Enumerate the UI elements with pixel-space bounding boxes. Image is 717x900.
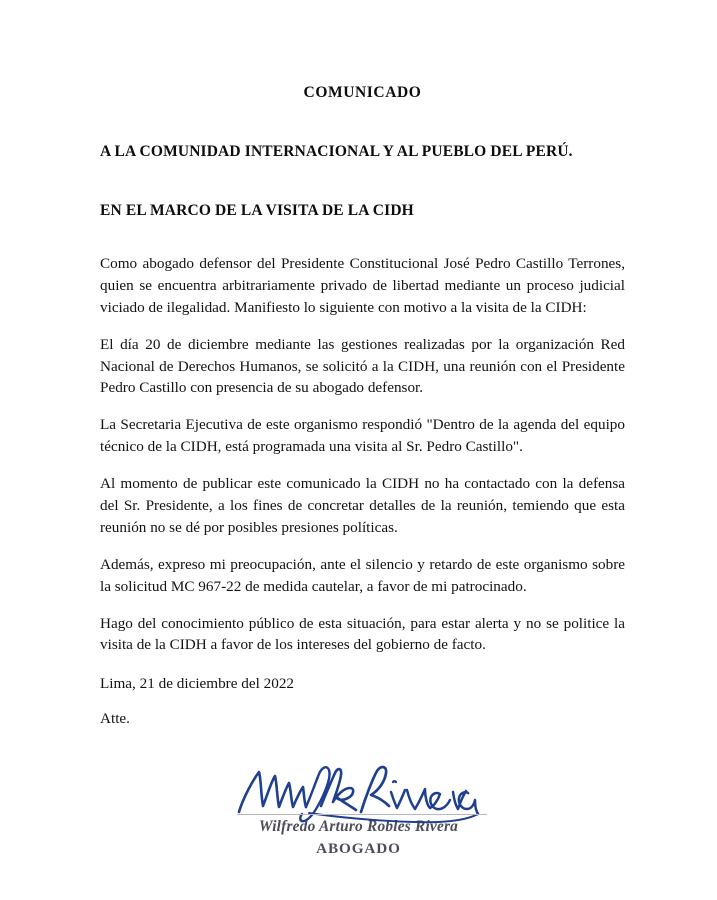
- closing-line: Atte.: [100, 710, 130, 728]
- paragraph: Además, expreso mi preocupación, ante el silencio y retardo de este organismo sobre la solicitud MC 967-22 de medida cautelar, a favor de mi patrocinado.: [100, 555, 625, 595]
- subject-heading: EN EL MARCO DE LA VISITA DE LA CIDH: [100, 202, 414, 219]
- paragraph: El día 20 de diciembre mediante las gestiones realizadas por la organización Red Nacional de Derechos Humanos, se solicitó a la CIDH, una reunión con el Presidente Pedro Castillo con presencia de su abogado defensor.: [100, 335, 625, 397]
- document-body: [100, 0, 625, 743]
- signature-rule: [237, 814, 487, 815]
- paragraph: Al momento de publicar este comunicado la CIDH no ha contactado con la defensa del Sr. Presidente, a los fines de concretar detalles de la reunión, temiendo que esta reunión no se dé por posibles presiones políticas.: [100, 475, 625, 536]
- paragraph: Como abogado defensor del Presidente Constitucional José Pedro Castillo Terrones, quien se encuentra arbitrariamente privado de libertad mediante un proceso judicial viciado de ilegalidad. Manifiesto lo siguiente con motivo a la visita de la CIDH:: [100, 255, 625, 316]
- page-title: COMUNICADO: [303, 84, 422, 101]
- place-and-date: Lima, 21 de diciembre del 2022: [100, 675, 295, 693]
- signer-name: Wilfredo Arturo Robles Rivera: [258, 818, 459, 835]
- signature-block: [0, 762, 717, 858]
- signature-wrapper: [209, 762, 509, 857]
- signer-role: ABOGADO: [316, 840, 401, 857]
- addressee-heading: A LA COMUNIDAD INTERNACIONAL Y AL PUEBLO DEL PERÚ.: [100, 143, 573, 160]
- paragraph: La Secretaria Ejecutiva de este organismo respondió "Dentro de la agenda del equipo técnico de la CIDH, está programada una visita al Sr. Pedro Castillo".: [100, 416, 625, 456]
- body-paragraphs: [100, 220, 625, 730]
- paragraph: Hago del conocimiento público de esta situación, para estar alerta y no se politice la visita de la CIDH a favor de los intereses del gobierno de facto.: [100, 614, 625, 654]
